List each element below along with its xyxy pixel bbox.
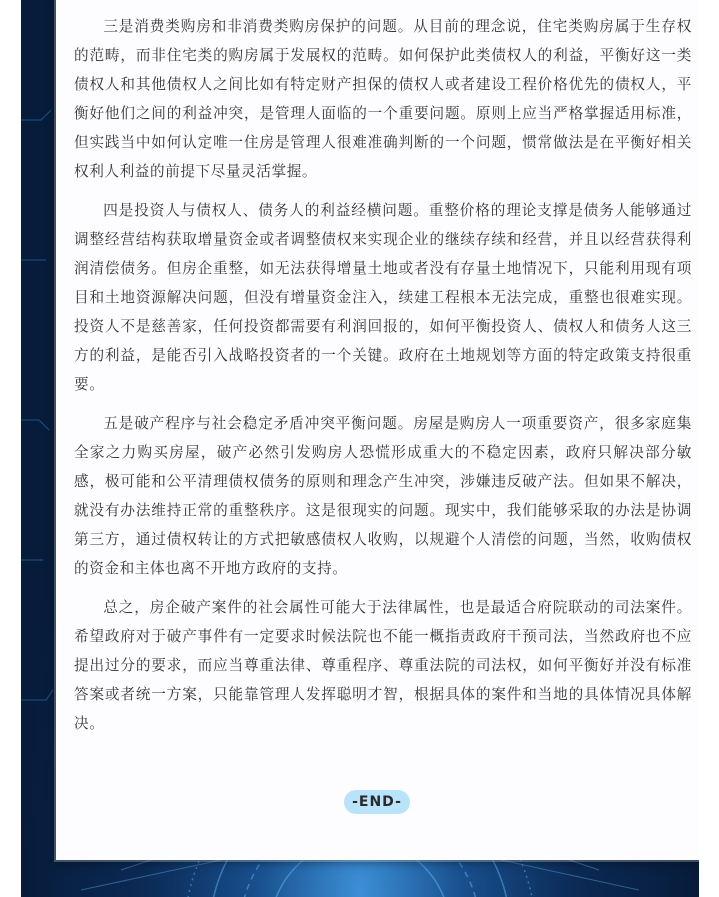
article-paragraph: 总之，房企破产案件的社会属性可能大于法律属性，也是最适合府院联动的司法案件。希望政府对于破产事件有一定要求时候法院也不能一概指责政府干预司法，当然政府也不应提出过分的要求，而应当尊重法律、尊重程序、尊重法院的司法权，如何平衡好并没有标准答案或者统一方案，只能靠管理人发挥聪明才智，根据具体的案件和当地的具体情况具体解决。 (74, 599, 692, 732)
article-card (56, 0, 699, 860)
background-frame (21, 0, 699, 897)
end-badge: -END- (344, 790, 410, 814)
article-paragraph: 四是投资人与债权人、债务人的利益经横问题。重整价格的理论支撑是债务人能够通过调整经营结构获取增量资金或者调整债权来实现企业的继续存续和经营，并且以经营获得利润清偿债务。但房企重整，如无法获得增量土地或者没有存量土地情况下，只能利用现有项目和土地资源解决问题，但没有增量资金注入，续建工程根本无法完成，重整也很难实现。投资人不是慈善家，任何投资都需要有利润回报的，如何平衡投资人、债权人和债务人这三方的利益，是能否引入战略投资者的一个关键。政府在土地规划等方面的特定政策支持很重要。 (74, 202, 692, 393)
article-paragraph: 五是破产程序与社会稳定矛盾冲突平衡问题。房屋是购房人一项重要资产，很多家庭集全家之力购买房屋，破产必然引发购房人恐慌形成重大的不稳定因素，政府只解决部分敏感，极可能和公平清理债权债务的原则和理念产生冲突，涉嫌违反破产法。但如果不解决，就没有办法维持正常的重整秩序。这是很现实的问题。现实中，我们能够采取的办法是协调第三方，通过债权转让的方式把敏感债权人收购，以规避个人清偿的问题，当然，收购债权的资金和主体也离不开地方政府的支持。 (74, 415, 692, 577)
article-body (74, 12, 692, 748)
article-paragraph: 三是消费类购房和非消费类购房保护的问题。从目前的理念说，住宅类购房属于生存权的范畴，而非住宅类的购房属于发展权的范畴。如何保护此类债权人的利益，平衡好这一类债权人和其他债权人之间比如有特定财产担保的债权人或者建设工程价格优先的债权人，平衡好他们之间的利益冲突，是管理人面临的一个重要问题。原则上应当严格掌握适用标准，但实践当中如何认定唯一住房是管理人很难准确判断的一个问题，惯常做法是在平衡好相关权利人利益的前提下尽量灵活掌握。 (74, 18, 692, 180)
